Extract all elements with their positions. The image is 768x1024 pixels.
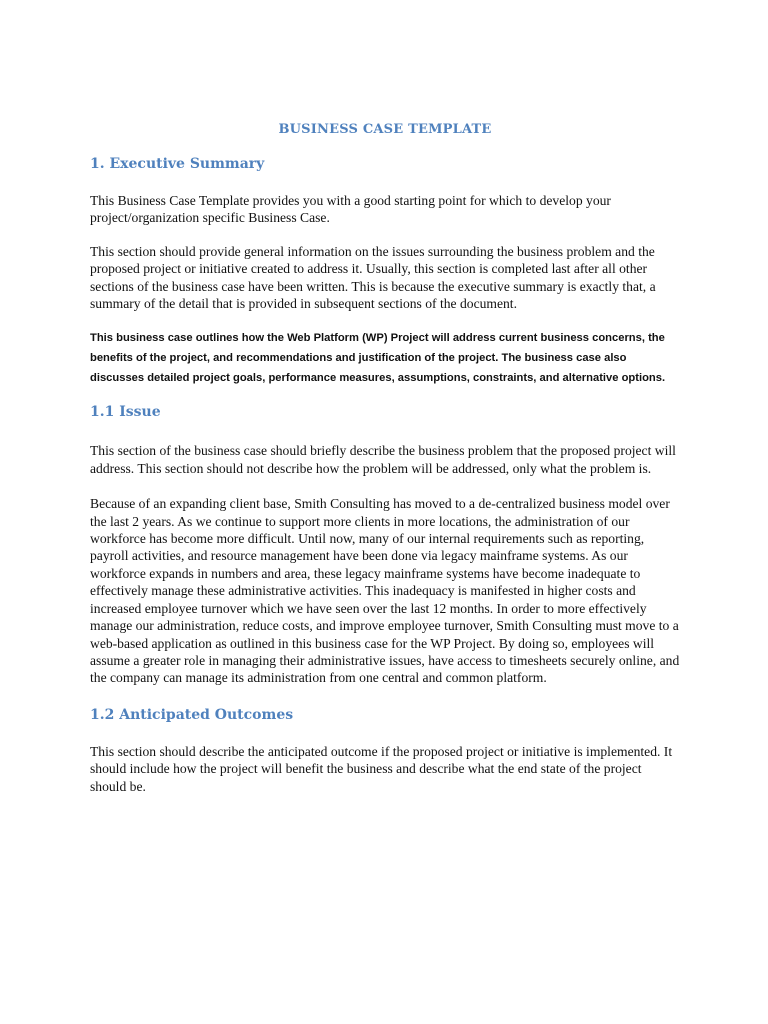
document-content xyxy=(90,120,680,795)
heading-issue: 1.1 Issue xyxy=(90,404,161,421)
heading-executive-summary: 1. Executive Summary xyxy=(90,156,265,172)
issue-paragraph-2: Because of an expanding client base, Smith Consulting has moved to a de-centralized business model over the last 2 years. As we continue to support more clients in more locations, the administration of our workforce has become more difficult. Until now, many of our internal requirements such as reporting, payroll activities, and resource management have been done via legacy mainframe systems. As our workforce expands in numbers and area, these legacy mainframe systems have become inadequate to effectively manage these administrative activities. This inadequacy is manifested in higher costs and increased employee turnover which we have seen over the last 12 months. In order to more effectively manage our administration, reduce costs, and improve employee turnover, Smith Consulting must move to a web-based application as outlined in this business case for the WP Project. By doing so, employees will assume a greater role in managing their administrative issues, have access to timesheets securely online, and the company can manage its administration from one central and common platform. xyxy=(90,496,680,686)
heading-anticipated-outcomes: 1.2 Anticipated Outcomes xyxy=(90,706,294,723)
issue-paragraph-1: This section of the business case should briefly describe the business problem that the proposed project will address. This section should not describe how the problem will be addressed, only what the problem is. xyxy=(90,443,676,476)
executive-summary-paragraph-3: This business case outlines how the Web Platform (WP) Project will address current business concerns, the benefits of the project, and recommendations and justification of the project. The business case also discusses detailed project goals, performance measures, assumptions, constraints, and alternative options. xyxy=(90,332,666,385)
anticipated-outcomes-paragraph-1: This section should describe the anticipated outcome if the proposed project or initiative is implemented. It should include how the project will benefit the business and describe what the end state of the project should be. xyxy=(90,743,673,794)
executive-summary-paragraph-1: This Business Case Template provides you with a good starting point for which to develop your project/organization specific Business Case. xyxy=(90,193,611,226)
document-title: BUSINESS CASE TEMPLATE xyxy=(278,122,492,137)
executive-summary-paragraph-2: This section should provide general information on the issues surrounding the business problem and the proposed project or initiative created to address it. Usually, this section is completed last after all other sections of the business case have been written. This is because the executive summary is exactly that, a summary of the detail that is provided in subsequent sections of the document. xyxy=(90,243,656,312)
